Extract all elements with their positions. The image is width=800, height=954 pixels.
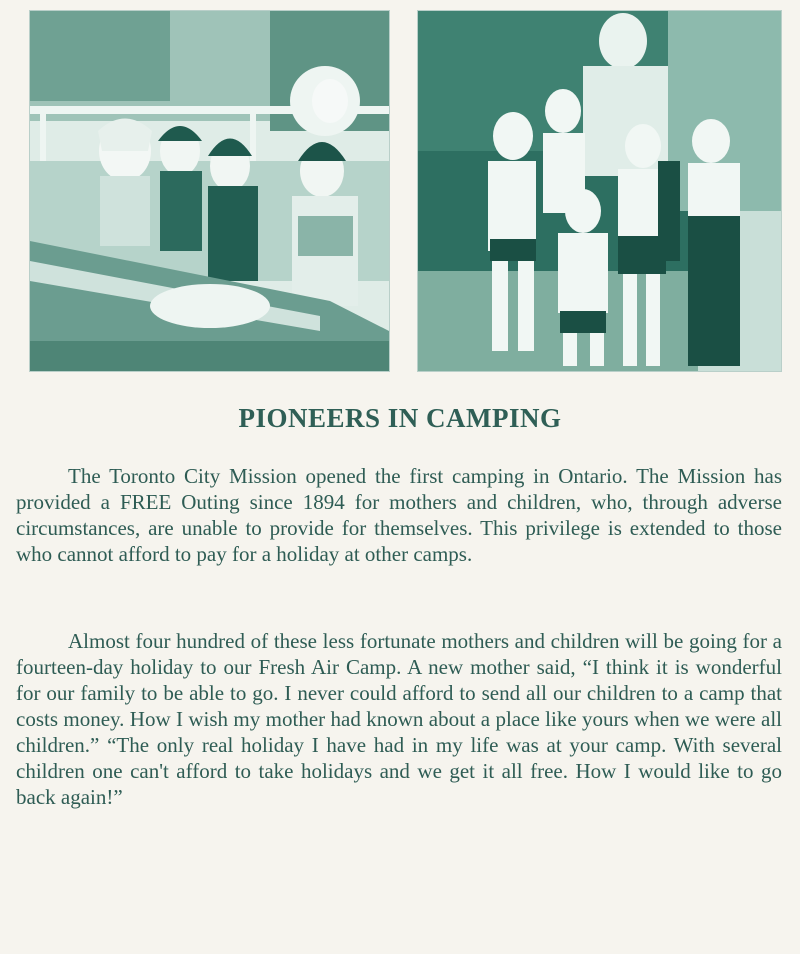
photo-boys-swimsuits bbox=[417, 10, 782, 372]
article-paragraph-2: Almost four hundred of these less fortunate mothers and children will be going for a fourteen-day holiday to our Fresh Air Camp. A new mother said, “I think it is wonderful for our family to be able to go. I never could afford to send all our children to a camp that costs money. How I wish my mother had known about a place like yours when we were all children.” “The only real holiday I have had in my life was at your camp. With several children one can't afford to take holidays and we get it all free. How I would like to go back again!” bbox=[16, 629, 782, 809]
article-paragraph-1: The Toronto City Mission opened the first camping in Ontario. The Mission has provided a FREE Outing since 1894 for mothers and children, who, through adverse circumstances, are unable to provide for themselves. This privilege is extended to those who cannot afford to pay for a holiday at other camps. bbox=[16, 464, 782, 566]
photo-children-picnic-image bbox=[30, 11, 389, 371]
photo-children-picnic bbox=[29, 10, 390, 372]
article-headline: PIONEERS IN CAMPING bbox=[238, 403, 562, 433]
photo-boys-swimsuits-image bbox=[418, 11, 781, 371]
